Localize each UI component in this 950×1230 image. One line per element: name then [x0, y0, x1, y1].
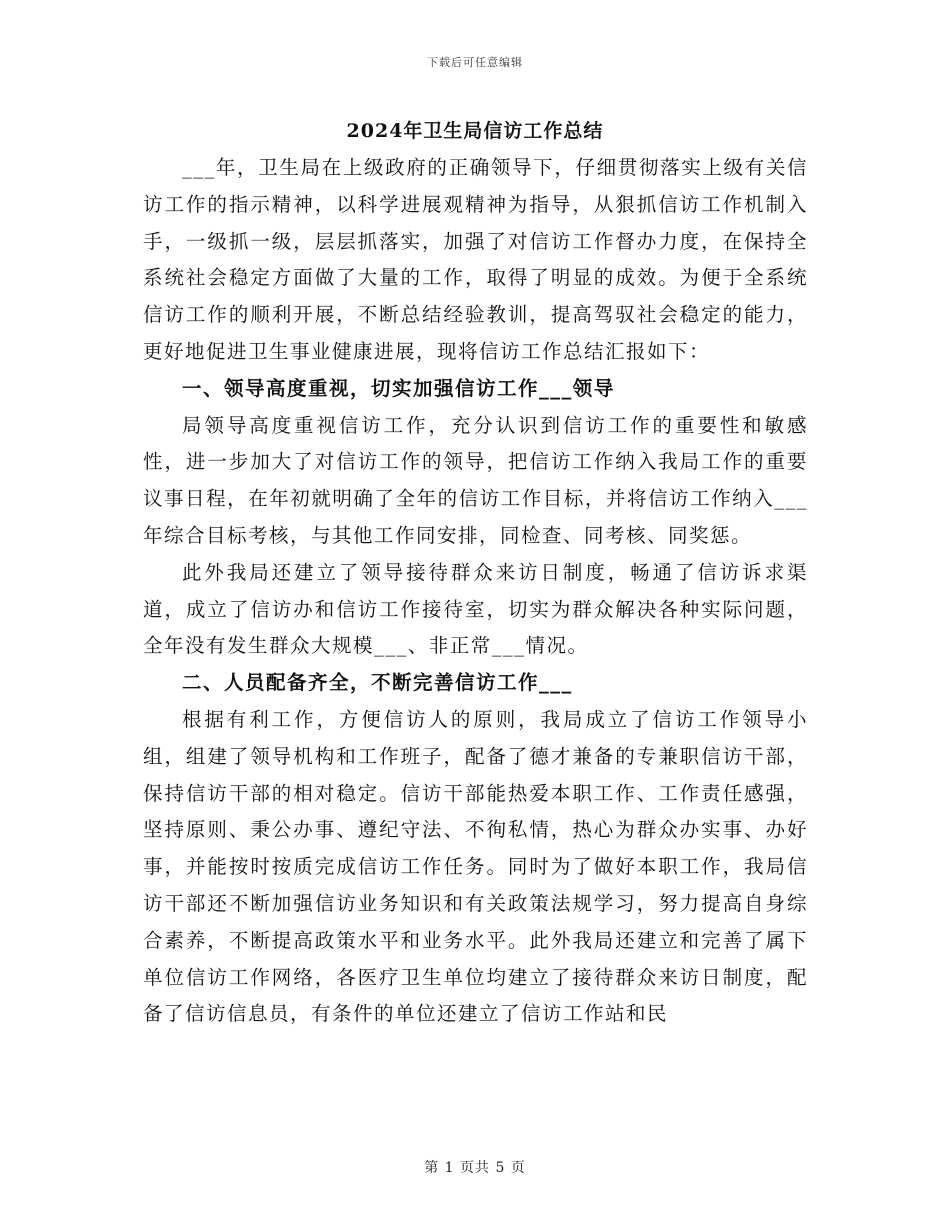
- section-1-paragraph-1: 局领导高度重视信访工作，充分认识到信访工作的重要性和敏感性，进一步加大了对信访工作的领导，把信访工作纳入我局工作的重要议事日程，在年初就明确了全年的信访工作目标，并将信访工作纳入___年综合目标考核，与其他工作同安排，同检查、同考核、同奖惩。: [143, 413, 808, 547]
- section-1-paragraph-2: 此外我局还建立了领导接待群众来访日制度，畅通了信访诉求渠道，成立了信访办和信访工作接待室，切实为群众解决各种实际问题，全年没有发生群众大规模___、非正常___情况。: [143, 560, 808, 658]
- document-title: 2024年卫生局信访工作总结: [346, 120, 604, 142]
- section-1-heading: 一、领导高度重视，切实加强信访工作___领导: [182, 376, 615, 400]
- page-number: 第 1 页共 5 页: [424, 1160, 526, 1176]
- page-header-note: 下载后可任意编辑: [427, 56, 523, 69]
- section-2-heading: 二、人员配备齐全，不断完善信访工作___: [182, 671, 573, 695]
- intro-paragraph: ___年，卫生局在上级政府的正确领导下，仔细贯彻落实上级有关信访工作的指示精神，以科学进展观精神为指导，从狠抓信访工作机制入手，一级抓一级，层层抓落实，加强了对信访工作督办力度，在保持全系统社会稳定方面做了大量的工作，取得了明显的成效。为便于全系统信访工作的顺利开展，不断总结经验教训，提高驾驭社会稳定的能力，更好地促进卫生事业健康进展，现将信访工作总结汇报如下：: [143, 156, 808, 363]
- document-body: [143, 150, 808, 1033]
- section-2-paragraph-1: 根据有利工作，方便信访人的原则，我局成立了信访工作领导小组，组建了领导机构和工作班子，配备了德才兼备的专兼职信访干部，保持信访干部的相对稳定。信访干部能热爱本职工作、工作责任感强，坚持原则、秉公办事、遵纪守法、不徇私情，热心为群众办实事、办好事，并能按时按质完成信访工作任务。同时为了做好本职工作，我局信访干部还不断加强信访业务知识和有关政策法规学习，努力提高自身综合素养，不断提高政策水平和业务水平。此外我局还建立和完善了属下单位信访工作网络，各医疗卫生单位均建立了接待群众来访日制度，配备了信访信息员，有条件的单位还建立了信访工作站和民: [143, 707, 808, 1026]
